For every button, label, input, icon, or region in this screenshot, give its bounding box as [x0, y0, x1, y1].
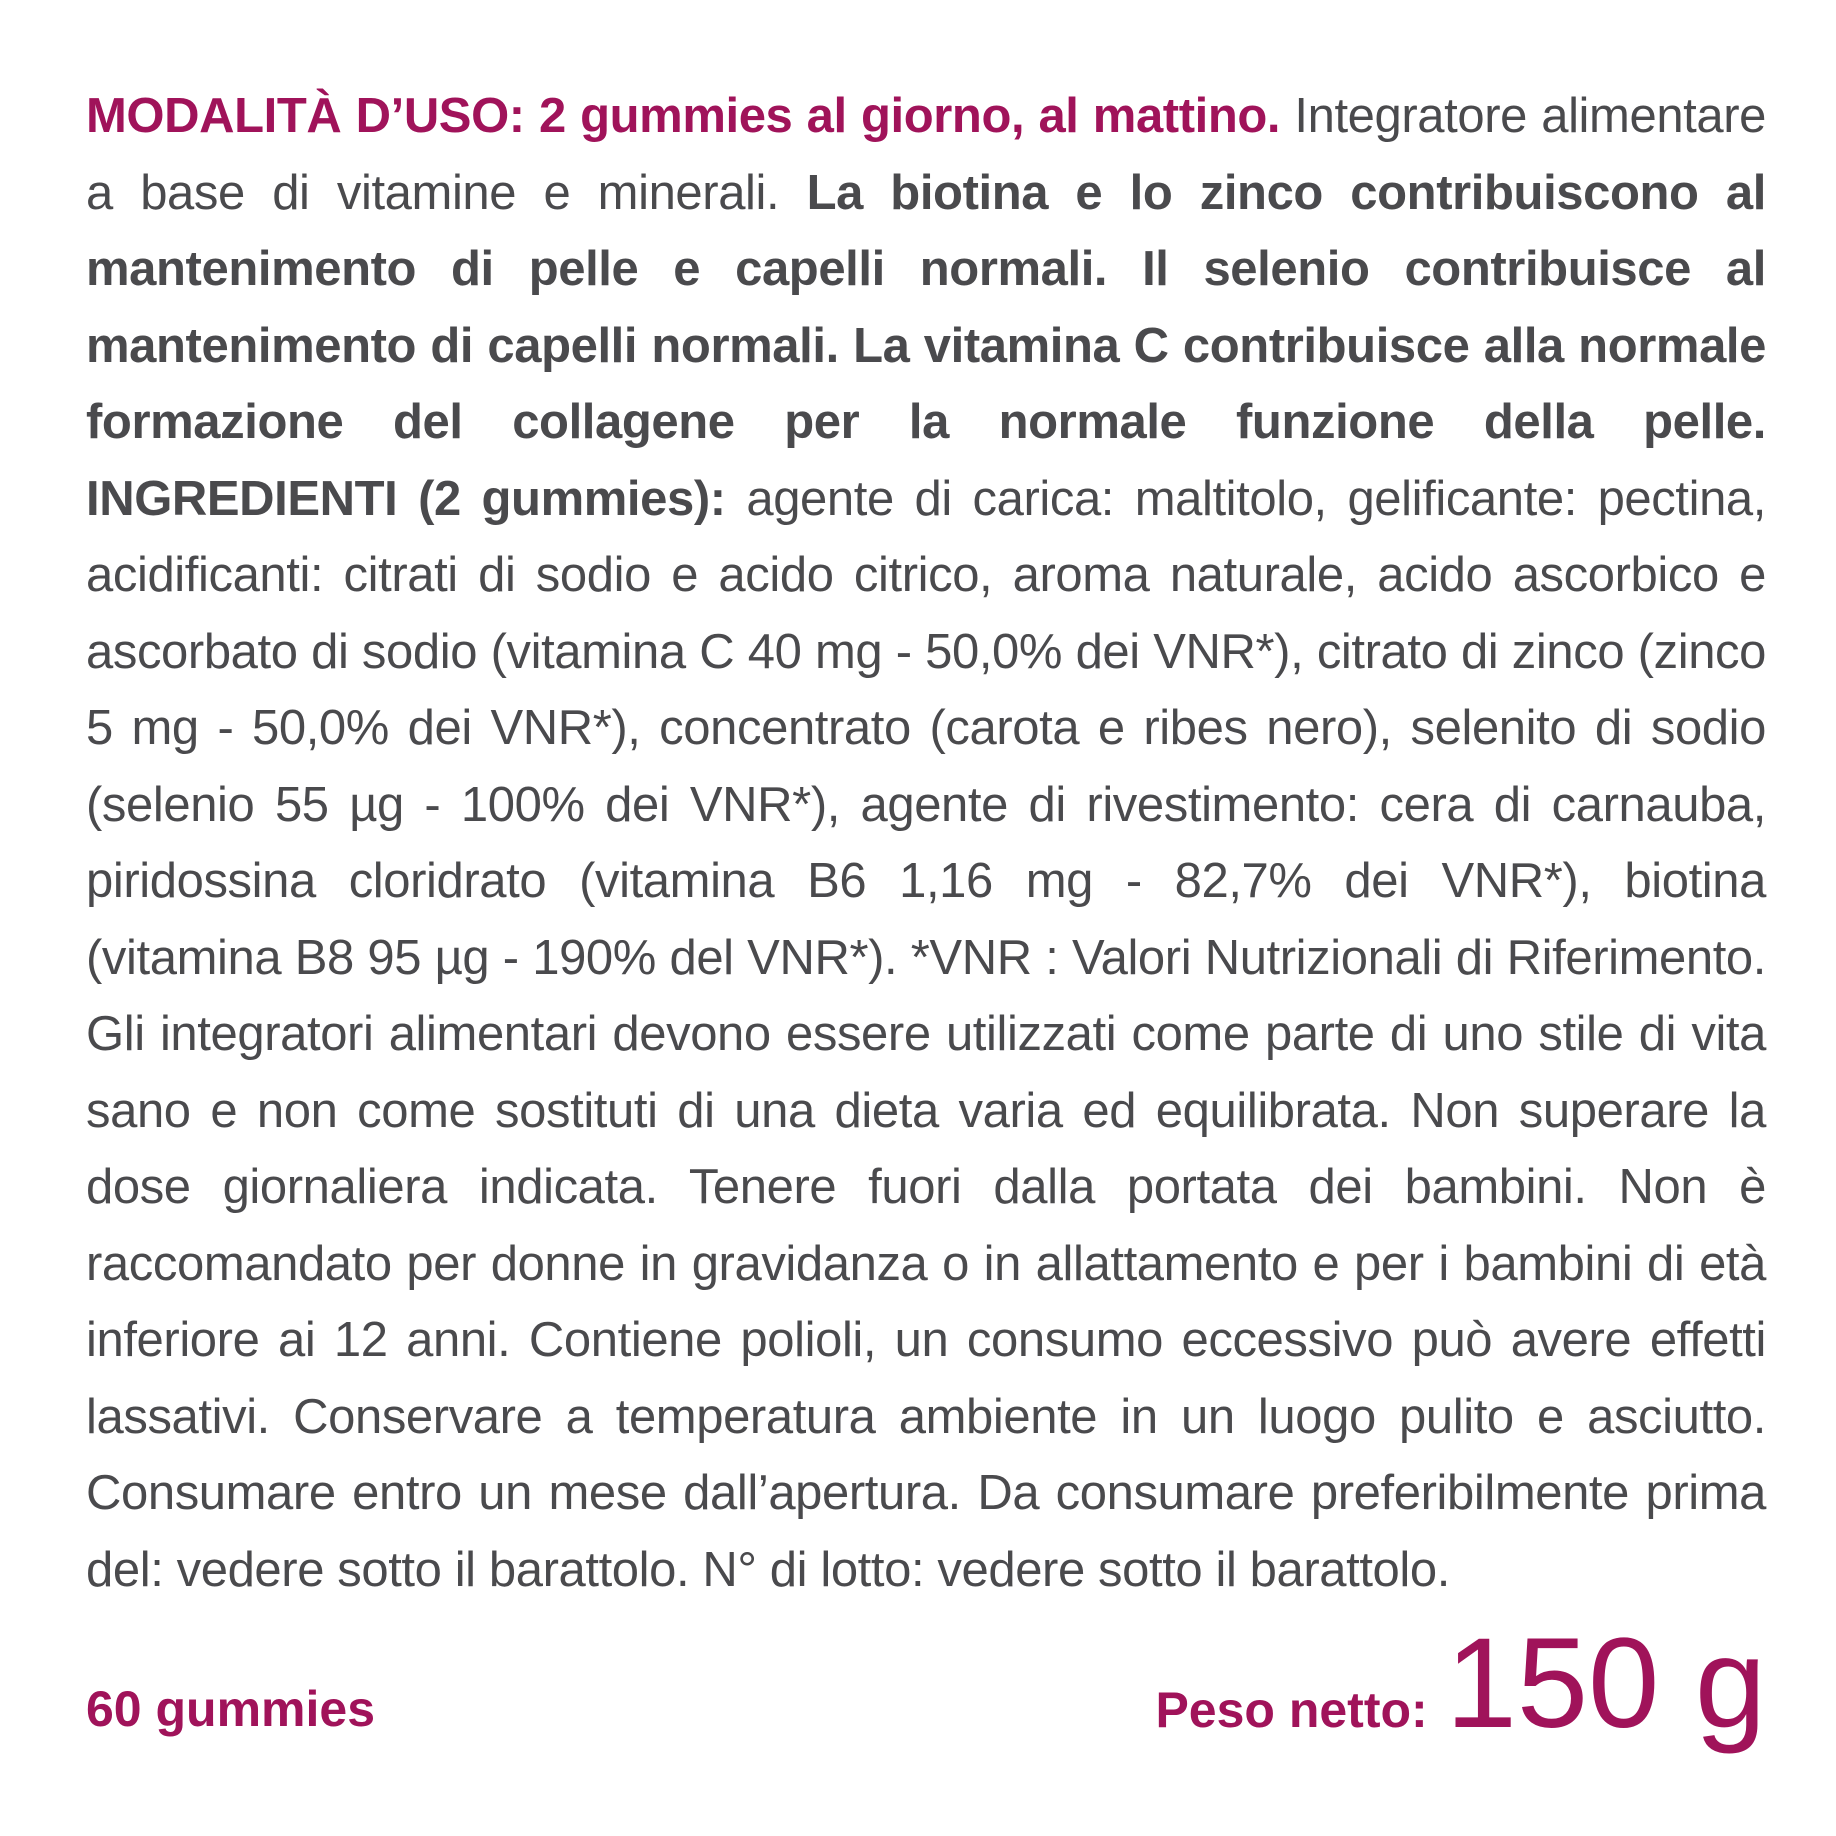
ingredients-text: agente di carica: maltitolo, gelificante: pectina, acidificanti: citrati di sodio e acido citrico, aroma naturale, acido ascorbico e ascorbato di sodio (vitamina C 40 mg - 50,0% dei VNR*), citrato di zinco (zinco 5 mg - 50,0% dei VNR*), concentrato (carota e ribes nero), selenito di sodio (selenio 55 µg - 100% dei VNR*), agente di rivestimento: cera di carnauba, piridossina cloridrato (vitamina B6 1,16 mg - 82,7% dei VNR*), biotina (vitamina B8 95 µg - 190% del VNR*). *VNR : Valori Nutrizionali di Riferimento. Gli integratori alimentari devono essere utilizzati come parte di uno stile di vita sano e non come sostituti di una dieta varia ed equilibrata. Non superare la dose giornaliera indicata. Tenere fuori dalla portata dei bambini. Non è raccomandato per donne in gravidanza o in allattamento e per i bambini di età inferiore ai 12 anni. Contiene polioli, un consumo eccessivo può avere effetti lassativi. Conservare a temperatura ambiente in un luogo pulito e asciutto. Consumare entro un mese dall’apertura. Da consumare preferibilmente prima del: vedere sotto il barattolo. N° di lotto: vedere sotto il barattolo. [86, 471, 1766, 1597]
intro-text: Integratore alimentare a base di vitamine e minerali. [86, 89, 1766, 220]
net-weight-label: Peso netto: [1155, 1682, 1428, 1738]
net-weight-value: 150 g [1445, 1612, 1766, 1755]
health-claims: La biotina e lo zinco contribuiscono al mantenimento di pelle e capelli normali. Il selenio contribuisce al mantenimento di capelli normali. La vitamina C contribuisce alla normale formazione del collagene per la normale funzione della pelle. [86, 165, 1766, 449]
label-text-block [86, 78, 1766, 1608]
net-weight [1155, 1612, 1766, 1755]
ingredients-heading: INGREDIENTI (2 gummies): [86, 471, 726, 526]
gummies-count: 60 gummies [86, 1681, 376, 1737]
usage-heading: MODALITÀ D’USO: 2 gummies al giorno, al mattino. [86, 89, 1281, 143]
